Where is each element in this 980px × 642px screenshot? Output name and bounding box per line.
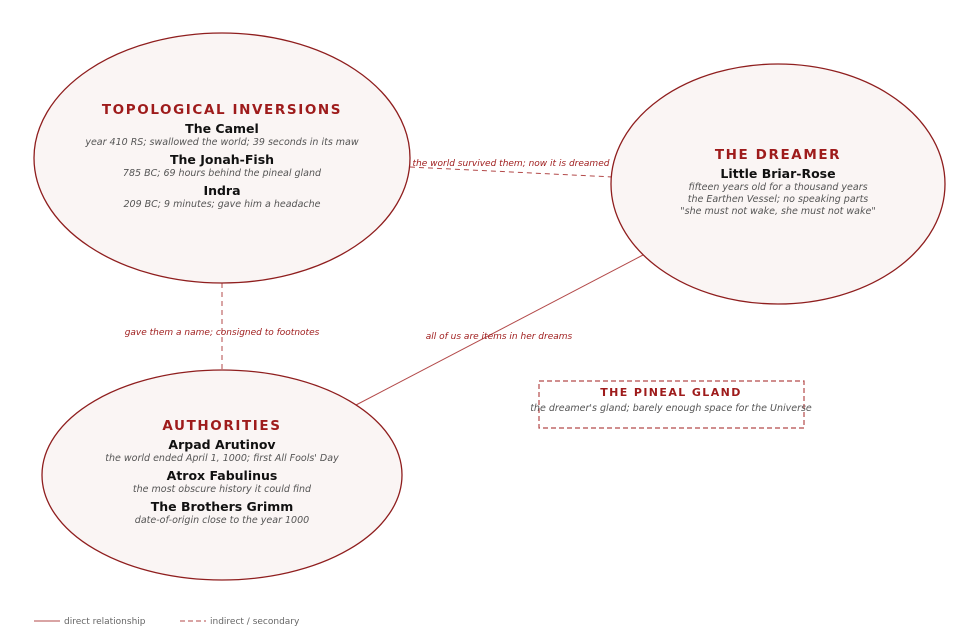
node-authorities-title: AUTHORITIES: [162, 418, 282, 434]
node-dreamer-title: THE DREAMER: [714, 147, 842, 163]
node-item-detail: 209 BC; 9 minutes; gave him a headache: [123, 199, 321, 210]
pineal-gland-detail: the dreamer's gland; barely enough space for the Universe: [530, 403, 812, 414]
edge-authorities-dreamer: [356, 255, 643, 405]
node-item-detail: the most obscure history it could find: [132, 484, 312, 495]
edge-label-topo-authorities: gave them a name; consigned to footnotes: [124, 328, 320, 338]
legend: [34, 617, 300, 627]
node-item-detail: the world ended April 1, 1000; first All Fools' Day: [105, 453, 339, 464]
edge-label-authorities-dreamer: all of us are items in her dreams: [425, 332, 573, 342]
node-topological-title: TOPOLOGICAL INVERSIONS: [101, 102, 343, 118]
node-the-dreamer: [611, 64, 945, 304]
node-item-detail: year 410 RS; swallowed the world; 39 seconds in its maw: [85, 137, 359, 148]
legend-direct-label: direct relationship: [64, 617, 146, 627]
node-authorities: [42, 370, 402, 580]
edge-label-topo-dreamer: the world survived them; now it is dreamed: [412, 159, 610, 169]
node-dreamer-detail: "she must not wake, she must not wake": [680, 206, 876, 217]
node-dreamer-name: Little Briar-Rose: [720, 166, 836, 181]
pineal-gland-box: [530, 381, 812, 428]
node-item-name: The Brothers Grimm: [150, 499, 294, 514]
node-item-name: Atrox Fabulinus: [166, 468, 278, 483]
node-item-detail: date-of-origin close to the year 1000: [134, 515, 310, 526]
legend-indirect-label: indirect / secondary: [210, 617, 300, 627]
node-dreamer-detail: the Earthen Vessel; no speaking parts: [687, 194, 869, 205]
node-item-name: Arpad Arutinov: [168, 437, 276, 452]
node-dreamer-detail: fifteen years old for a thousand years: [688, 182, 868, 193]
pineal-gland-title: THE PINEAL GLAND: [600, 386, 742, 399]
node-item-name: The Camel: [185, 121, 259, 136]
node-topological-inversions: [34, 33, 410, 283]
node-item-name: The Jonah-Fish: [169, 152, 275, 167]
node-item-name: Indra: [203, 183, 241, 198]
node-item-detail: 785 BC; 69 hours behind the pineal gland: [122, 168, 322, 179]
